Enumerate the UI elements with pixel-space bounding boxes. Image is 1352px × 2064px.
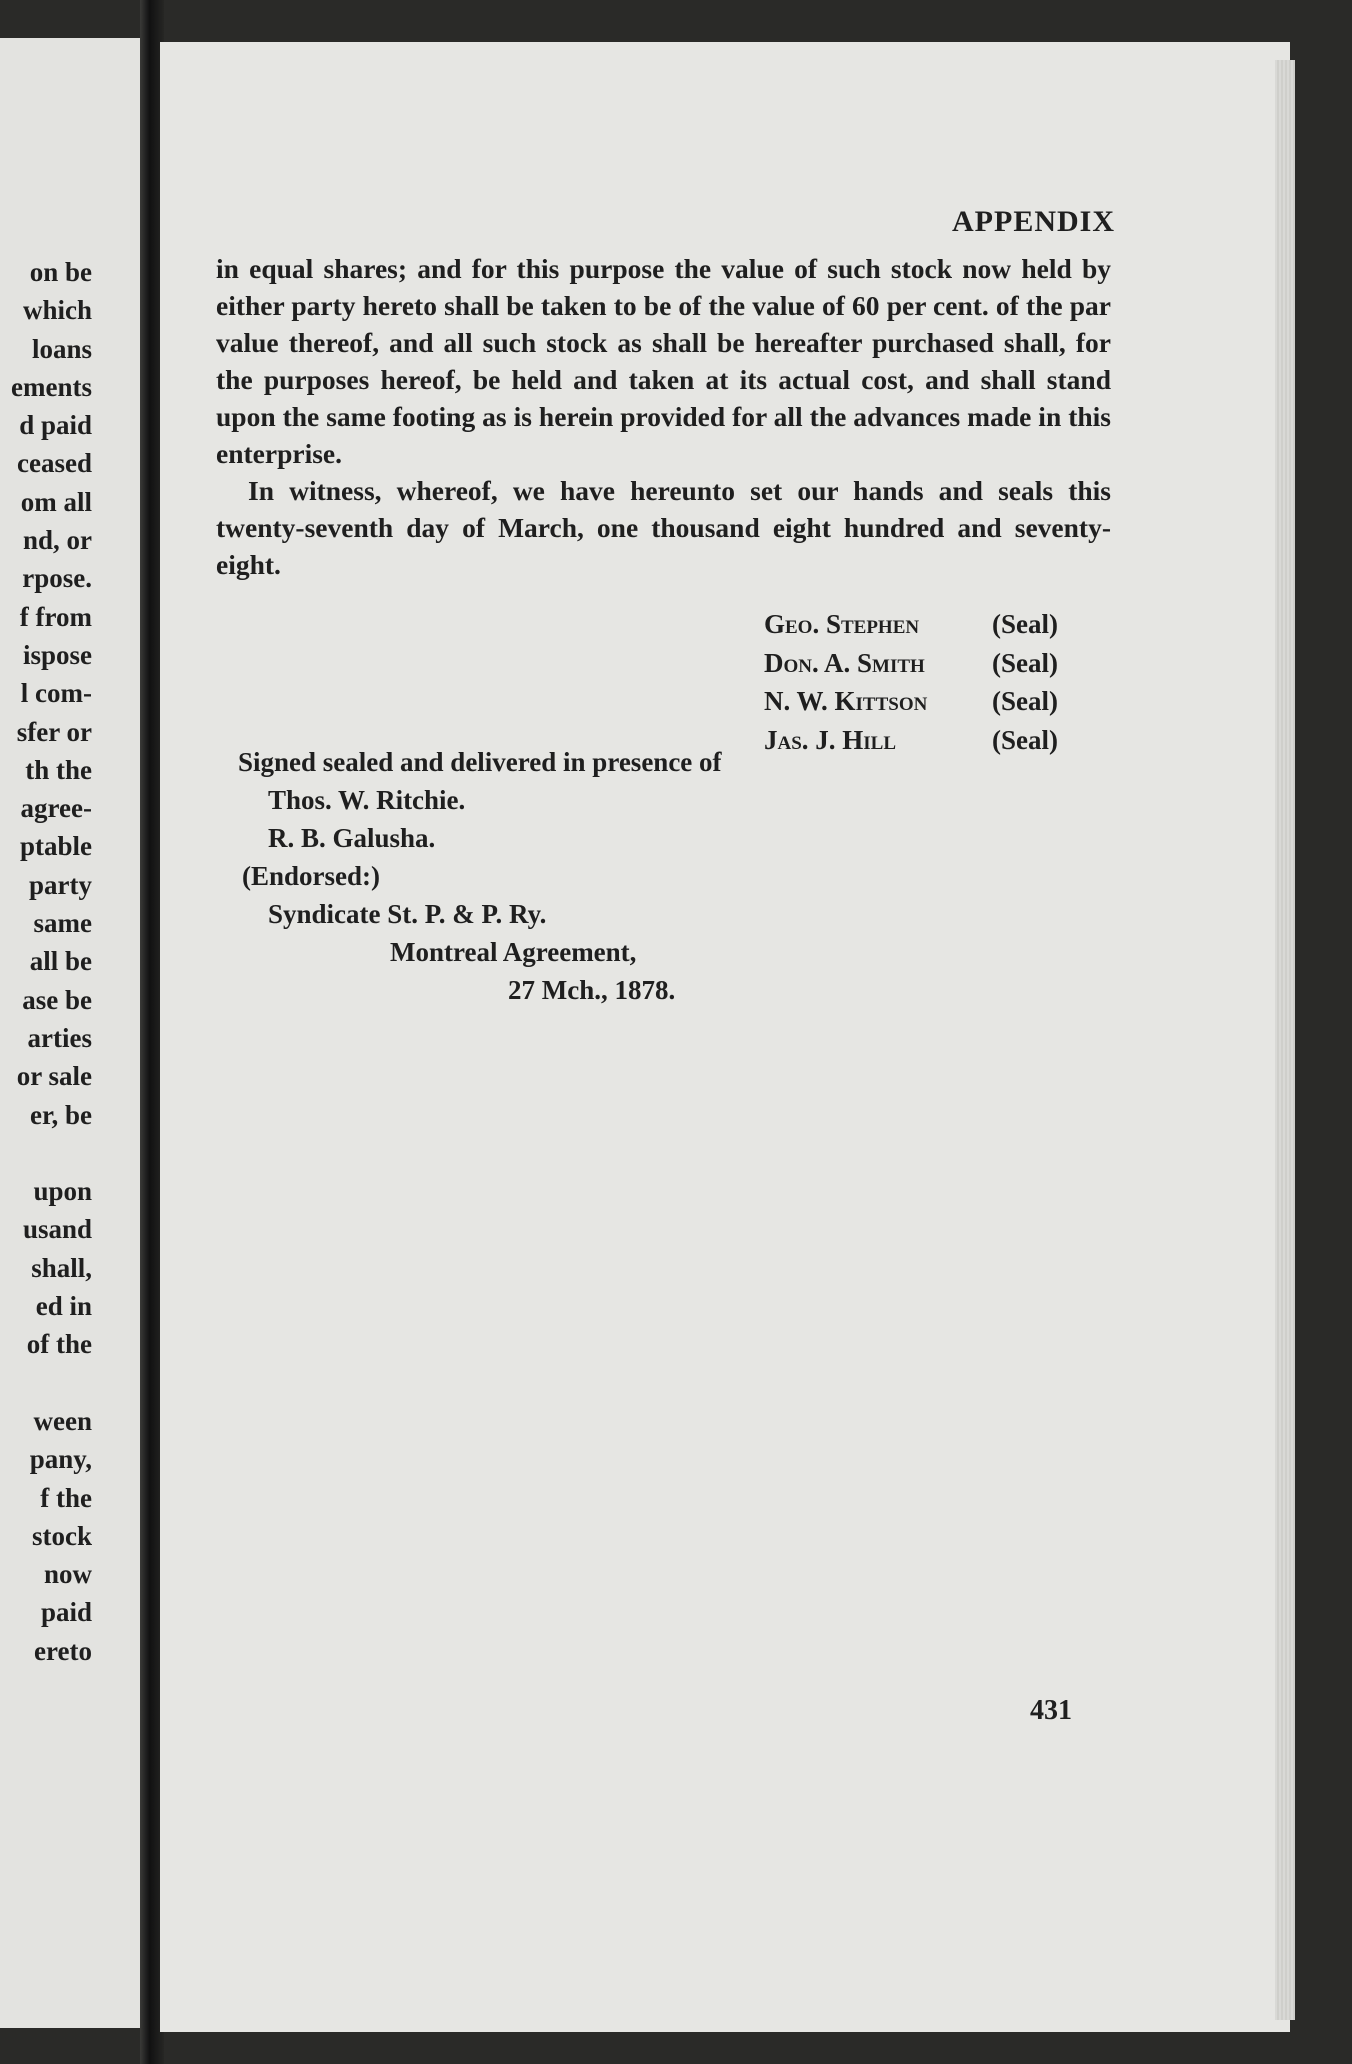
signer-name: Geo. Stephen (764, 609, 920, 639)
seal-label: (Seal) (992, 609, 1058, 639)
signature-block (764, 605, 1072, 759)
left-page-line: pany, (29, 1444, 92, 1475)
witness-name: R. B. Galusha. (268, 823, 436, 853)
left-page-line: agree- (20, 793, 92, 824)
left-page-line: upon (33, 1176, 92, 1207)
left-page-line: ereto (34, 1635, 92, 1666)
left-page-line: f from (19, 601, 92, 632)
endorsement-date: 27 Mch., 1878. (508, 975, 676, 1005)
witness-name: Thos. W. Ritchie. (268, 785, 466, 815)
signature-row (764, 644, 1072, 683)
endorsement-line: Montreal Agreement, (390, 937, 637, 967)
left-page-text (0, 253, 92, 1670)
witness-block (238, 743, 722, 1009)
left-page-line: loans (31, 333, 92, 364)
left-page-line: er, be (30, 1099, 92, 1130)
signature-row (764, 605, 1072, 644)
signed-line: Signed sealed and delivered in presence of (238, 747, 722, 777)
left-page-line (0, 1364, 92, 1402)
left-page-line: l com- (20, 678, 92, 709)
left-page-line: which (22, 295, 92, 326)
paragraph-1: in equal shares; and for this purpose the value of such stock now held by either party hereto shall be taken to be of the value of 60 per cent. of the par value thereof, and all such stock as shall be hereafter purchased shall, for the purposes hereof, be held and taken at its actual cost, and shall stand upon the same footing as is herein provided for all the advances made in this enterprise. (216, 253, 1111, 469)
left-page-line: usand (22, 1214, 92, 1245)
left-page-line: om all (20, 486, 92, 517)
endorsement-line: Syndicate St. P. & P. Ry. (268, 899, 547, 929)
left-page-line: party (29, 869, 92, 900)
signer-name: N. W. Kittson (764, 686, 928, 716)
left-page-line: ween (33, 1405, 92, 1436)
left-page-line: ase be (22, 984, 92, 1015)
left-page-line: d paid (19, 410, 92, 441)
paragraph-2: In witness, whereof, we have hereunto set our hands and seals this twenty-seventh day of March, one thousand eight hundred and seventy-eight. (216, 475, 1111, 580)
left-page-line: ceased (17, 448, 92, 479)
left-page-line: all be (29, 946, 92, 977)
left-page-line: stock (32, 1520, 92, 1551)
left-page-line: same (33, 908, 92, 939)
left-page-line: ed in (35, 1291, 92, 1322)
left-page-line: of the (26, 1329, 92, 1360)
left-page-line: shall, (31, 1252, 92, 1283)
left-page-line: on be (29, 257, 92, 287)
left-page-line: rpose. (22, 563, 92, 594)
left-page-line: arties (27, 1022, 92, 1053)
left-page-line: sfer or (16, 716, 92, 747)
left-page-line: paid (40, 1597, 92, 1628)
left-page (0, 38, 148, 2028)
left-page-line: th the (25, 754, 92, 785)
signer-name: Jas. J. Hill (764, 724, 897, 755)
left-page-line: ements (11, 371, 92, 402)
left-page-line (0, 1134, 92, 1172)
left-page-line: ptable (19, 831, 92, 862)
endorsed-label: (Endorsed:) (242, 861, 381, 891)
left-page-line: nd, or (22, 525, 92, 556)
seal-label: (Seal) (992, 686, 1058, 716)
seal-label: (Seal) (992, 647, 1058, 678)
signer-name: Don. A. Smith (764, 647, 925, 678)
body-text (216, 250, 1111, 583)
left-page-line: f the (40, 1482, 92, 1513)
seal-label: (Seal) (992, 724, 1058, 755)
signature-row (764, 721, 1072, 760)
running-head: APPENDIX (952, 205, 1115, 238)
left-page-line: now (43, 1559, 92, 1590)
page-edges (1275, 60, 1295, 2020)
page-number: 431 (1030, 1695, 1072, 1726)
left-page-line: or sale (16, 1061, 92, 1092)
left-page-line: ispose (22, 639, 92, 670)
signature-row (764, 682, 1072, 721)
